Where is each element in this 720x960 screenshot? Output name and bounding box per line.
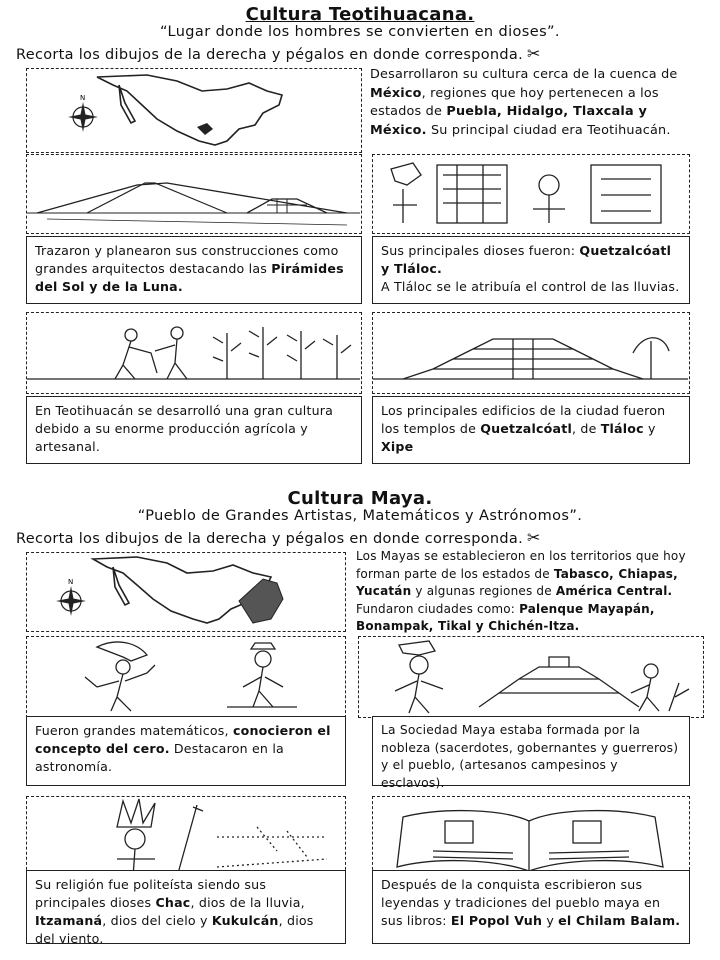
scissors-icon: ✂ xyxy=(527,528,541,547)
teotihuacan-buildings-text: Los principales edificios de la ciudad fueron los templos de Quetzalcóatl, de Tláloc y Xipe xyxy=(372,396,690,464)
temple-building-image[interactable] xyxy=(372,312,690,394)
maya-instruction-text: Recorta los dibujos de la derecha y pégalos en donde corresponda. xyxy=(16,531,524,547)
maya-location-text: Los Mayas se establecieron en los territorios que hoy forman parte de los estados de Tabasco, Chiapas, Yucatán y algunas regiones de América Central. Fundaron ciudades como: Palenque Mayapán, Bonampak, Tikal y Chichén-Itza. xyxy=(356,549,686,633)
teotihuacan-agriculture-text: En Teotihuacán se desarrolló una gran cultura debido a su enorme producción agrícola y artesanal. xyxy=(26,396,362,464)
maya-math-text: Fueron grandes matemáticos, conocieron el concepto del cero. Destacaron en la astronomía. xyxy=(26,716,346,786)
maya-society-image[interactable] xyxy=(358,636,704,718)
compass-rose-icon xyxy=(68,94,98,132)
teotihuacan-title: Cultura Teotihuacana. xyxy=(245,4,475,25)
maya-instruction xyxy=(16,528,706,547)
maya-title: Cultura Maya. xyxy=(287,488,433,509)
teotihuacan-gods-text: Sus principales dioses fueron: Quetzalcóatl y Tláloc. A Tláloc se le atribuía el control de las lluvias. xyxy=(372,236,690,304)
maya-religion-image[interactable] xyxy=(26,796,346,880)
teotihuacan-gods-image[interactable] xyxy=(372,154,690,234)
mexico-outline xyxy=(97,75,282,145)
teotihuacan-pyramids-text: Trazaron y planearon sus construcciones como grandes arquitectos destacando las Pirámides del Sol y de la Luna. xyxy=(26,236,362,304)
mexico-map-maya[interactable] xyxy=(26,552,346,632)
svg-text:N: N xyxy=(80,94,86,102)
scissors-icon: ✂ xyxy=(527,44,541,63)
maya-mathematicians-image[interactable] xyxy=(26,636,346,718)
svg-text:N: N xyxy=(68,578,74,586)
compass-rose-icon xyxy=(56,578,86,616)
teotihuacan-location-text: Desarrollaron su cultura cerca de la cuenca de México, regiones que hoy pertenecen a los estados de Puebla, Hidalgo, Tlaxcala y México. Su principal ciudad era Teotihuacán. xyxy=(370,67,678,138)
maya-books-image[interactable] xyxy=(372,796,690,880)
teotihuacan-instruction xyxy=(16,44,706,63)
teotihuacan-instruction-text: Recorta los dibujos de la derecha y pégalos en donde corresponda. xyxy=(16,47,524,63)
pyramid-sun-image[interactable] xyxy=(26,154,362,234)
mexico-map-teotihuacan[interactable] xyxy=(26,68,362,153)
agriculture-image[interactable] xyxy=(26,312,362,394)
mexico-outline xyxy=(93,557,271,623)
maya-motto: “Pueblo de Grandes Artistas, Matemáticos y Astrónomos”. xyxy=(137,508,583,524)
maya-society-text: La Sociedad Maya estaba formada por la nobleza (sacerdotes, gobernantes y guerreros) y el pueblo, (artesanos campesinos y esclavos). xyxy=(372,716,690,786)
maya-religion-text: Su religión fue politeísta siendo sus principales dioses Chac, dios de la lluvia, Itzamaná, dios del cielo y Kukulcán, dios del viento. xyxy=(26,870,346,944)
maya-books-text: Después de la conquista escribieron sus leyendas y tradiciones del pueblo maya en sus libros: El Popol Vuh y el Chilam Balam. xyxy=(372,870,690,944)
teotihuacan-motto: “Lugar donde los hombres se convierten en dioses”. xyxy=(160,24,560,40)
